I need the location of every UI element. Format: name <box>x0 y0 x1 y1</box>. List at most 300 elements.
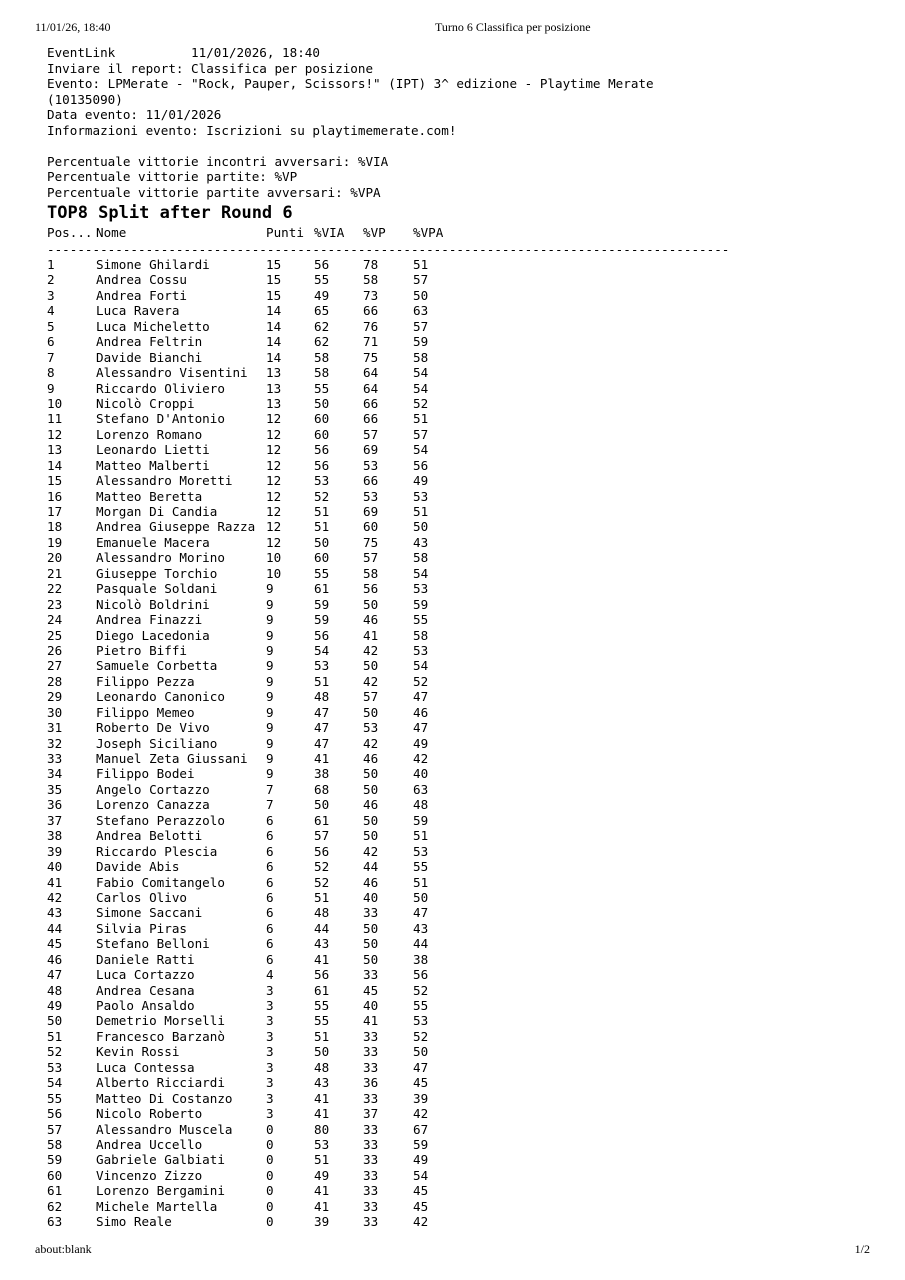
row-punti: 0 <box>266 1183 274 1199</box>
row-name: Daniele Ratti <box>96 951 195 967</box>
row-vp: 50 <box>363 920 379 936</box>
row-vpa: 54 <box>413 442 429 458</box>
row-name: Davide Abis <box>96 859 180 875</box>
row-punti: 6 <box>266 905 274 921</box>
row-vpa: 59 <box>413 334 429 350</box>
header-vpa: %VPA <box>413 225 444 240</box>
table-row <box>47 519 867 534</box>
table-row <box>47 983 867 998</box>
row-punti: 3 <box>266 1013 274 1029</box>
table-row <box>47 427 867 442</box>
row-vpa: 52 <box>413 395 429 411</box>
row-punti: 9 <box>266 735 274 751</box>
row-vp: 46 <box>363 751 379 766</box>
row-vp: 66 <box>363 303 379 319</box>
row-name: Riccardo Plescia <box>96 843 218 859</box>
row-vpa: 40 <box>413 766 429 782</box>
table-row <box>47 1013 867 1028</box>
row-vpa: 58 <box>413 550 429 566</box>
row-via: 59 <box>314 596 330 612</box>
row-punti: 14 <box>266 334 282 350</box>
row-vp: 57 <box>363 426 379 442</box>
row-pos: 8 <box>47 365 55 381</box>
row-punti: 6 <box>266 951 274 967</box>
row-pos: 50 <box>47 1013 63 1029</box>
section-title: TOP8 Split after Round 6 <box>47 203 293 223</box>
row-name: Vincenzo Zizzo <box>96 1167 203 1183</box>
row-vp: 41 <box>363 1013 379 1029</box>
row-vp: 42 <box>363 642 379 658</box>
row-punti: 9 <box>266 689 274 705</box>
row-via: 51 <box>314 519 330 535</box>
row-via: 44 <box>314 920 330 936</box>
row-via: 47 <box>314 720 330 736</box>
row-pos: 59 <box>47 1152 63 1168</box>
row-pos: 48 <box>47 982 63 998</box>
row-vp: 37 <box>363 1106 379 1122</box>
table-row <box>47 875 867 890</box>
row-punti: 13 <box>266 395 282 411</box>
row-vpa: 49 <box>413 1152 429 1168</box>
row-pos: 44 <box>47 920 63 936</box>
row-vpa: 55 <box>413 612 429 628</box>
row-via: 59 <box>314 612 330 628</box>
row-punti: 3 <box>266 982 274 998</box>
row-via: 48 <box>314 689 330 705</box>
row-pos: 4 <box>47 303 55 319</box>
print-url: about:blank <box>35 1242 92 1256</box>
row-vp: 42 <box>363 673 379 689</box>
row-vpa: 55 <box>413 998 429 1013</box>
row-vpa: 50 <box>413 519 429 535</box>
row-vp: 40 <box>363 889 379 905</box>
row-punti: 9 <box>266 673 274 689</box>
table-row <box>47 257 867 272</box>
row-pos: 42 <box>47 889 63 905</box>
row-punti: 12 <box>266 488 282 504</box>
row-vpa: 51 <box>413 257 429 272</box>
row-via: 55 <box>314 1013 330 1029</box>
row-vp: 33 <box>363 1136 379 1152</box>
row-punti: 3 <box>266 1090 274 1106</box>
row-vp: 40 <box>363 998 379 1013</box>
row-pos: 58 <box>47 1136 63 1152</box>
row-vpa: 54 <box>413 380 429 396</box>
row-pos: 39 <box>47 843 63 859</box>
row-punti: 12 <box>266 411 282 427</box>
table-row <box>47 473 867 488</box>
row-pos: 32 <box>47 735 63 751</box>
row-vpa: 57 <box>413 272 429 288</box>
row-name: Silvia Piras <box>96 920 187 936</box>
row-pos: 17 <box>47 504 63 519</box>
row-vpa: 42 <box>413 751 429 766</box>
row-via: 43 <box>314 1075 330 1091</box>
row-name: Luca Micheletto <box>96 318 210 334</box>
table-row <box>47 1214 867 1229</box>
row-vp: 46 <box>363 797 379 813</box>
row-pos: 24 <box>47 612 63 628</box>
row-pos: 28 <box>47 673 63 689</box>
table-row <box>47 303 867 318</box>
row-vpa: 50 <box>413 1044 429 1060</box>
row-punti: 6 <box>266 874 274 890</box>
row-punti: 3 <box>266 1075 274 1091</box>
row-name: Matteo Beretta <box>96 488 203 504</box>
table-row <box>47 1029 867 1044</box>
row-vpa: 42 <box>413 1106 429 1122</box>
row-punti: 12 <box>266 534 282 550</box>
row-vpa: 54 <box>413 1167 429 1183</box>
row-via: 49 <box>314 287 330 303</box>
event-info-line: Informazioni evento: Iscrizioni su playtimemerate.com! <box>47 122 457 138</box>
table-row <box>47 1044 867 1059</box>
row-name: Leonardo Canonico <box>96 689 225 705</box>
row-via: 56 <box>314 967 330 983</box>
row-name: Demetrio Morselli <box>96 1013 225 1029</box>
print-date: 11/01/26, 18:40 <box>35 20 111 34</box>
row-pos: 27 <box>47 658 63 674</box>
table-row <box>47 442 867 457</box>
row-vp: 50 <box>363 766 379 782</box>
table-separator: ------------------------------------------------------------------------------------------ <box>47 241 730 257</box>
row-name: Paolo Ansaldo <box>96 998 195 1013</box>
table-row <box>47 288 867 303</box>
row-vp: 53 <box>363 457 379 473</box>
row-vp: 50 <box>363 596 379 612</box>
row-vp: 71 <box>363 334 379 350</box>
row-via: 39 <box>314 1214 330 1230</box>
table-row <box>47 689 867 704</box>
row-pos: 62 <box>47 1198 63 1214</box>
row-name: Luca Contessa <box>96 1059 195 1075</box>
table-row <box>47 350 867 365</box>
table-row <box>47 813 867 828</box>
row-pos: 47 <box>47 967 63 983</box>
row-vp: 50 <box>363 951 379 967</box>
row-vp: 42 <box>363 843 379 859</box>
row-vp: 50 <box>363 704 379 720</box>
row-via: 41 <box>314 951 330 967</box>
row-name: Pasquale Soldani <box>96 581 218 597</box>
row-pos: 41 <box>47 874 63 890</box>
row-name: Lorenzo Romano <box>96 426 203 442</box>
row-punti: 0 <box>266 1214 274 1230</box>
row-via: 80 <box>314 1121 330 1137</box>
row-vp: 33 <box>363 1121 379 1137</box>
table-row <box>47 766 867 781</box>
row-via: 51 <box>314 504 330 519</box>
row-via: 55 <box>314 998 330 1013</box>
row-pos: 49 <box>47 998 63 1013</box>
row-vpa: 59 <box>413 596 429 612</box>
row-via: 58 <box>314 365 330 381</box>
row-pos: 51 <box>47 1028 63 1044</box>
row-name: Andrea Giuseppe Razza <box>96 519 256 535</box>
row-pos: 1 <box>47 257 55 272</box>
row-vp: 45 <box>363 982 379 998</box>
row-vpa: 51 <box>413 874 429 890</box>
standings-table <box>47 257 867 1230</box>
row-via: 61 <box>314 812 330 828</box>
row-pos: 34 <box>47 766 63 782</box>
row-vp: 44 <box>363 859 379 875</box>
row-vp: 42 <box>363 735 379 751</box>
row-vp: 33 <box>363 967 379 983</box>
row-vpa: 51 <box>413 411 429 427</box>
table-row <box>47 597 867 612</box>
row-pos: 18 <box>47 519 63 535</box>
row-name: Alessandro Morino <box>96 550 225 566</box>
row-name: Nicolo Roberto <box>96 1106 203 1122</box>
row-via: 41 <box>314 751 330 766</box>
row-pos: 60 <box>47 1167 63 1183</box>
event-id-line: (10135090) <box>47 91 123 107</box>
row-name: Filippo Memeo <box>96 704 195 720</box>
row-pos: 61 <box>47 1183 63 1199</box>
row-vpa: 50 <box>413 287 429 303</box>
row-pos: 33 <box>47 751 63 766</box>
table-row <box>47 489 867 504</box>
row-vpa: 51 <box>413 828 429 844</box>
row-punti: 10 <box>266 550 282 566</box>
row-name: Lorenzo Canazza <box>96 797 210 813</box>
row-pos: 37 <box>47 812 63 828</box>
row-pos: 54 <box>47 1075 63 1091</box>
row-via: 51 <box>314 1028 330 1044</box>
row-vp: 53 <box>363 488 379 504</box>
row-name: Matteo Malberti <box>96 457 210 473</box>
event-date-line: Data evento: 11/01/2026 <box>47 107 222 122</box>
row-name: Andrea Cesana <box>96 982 195 998</box>
table-row <box>47 550 867 565</box>
row-name: Simone Saccani <box>96 905 203 921</box>
legend-vpa: Percentuale vittorie partite avversari: %VPA <box>47 184 381 200</box>
row-via: 56 <box>314 627 330 643</box>
row-name: Stefano Perazzolo <box>96 812 225 828</box>
header-punti: Punti <box>266 225 304 240</box>
row-vp: 50 <box>363 828 379 844</box>
table-row <box>47 890 867 905</box>
row-vpa: 53 <box>413 488 429 504</box>
row-via: 55 <box>314 272 330 288</box>
print-footer <box>35 1242 870 1260</box>
row-pos: 56 <box>47 1106 63 1122</box>
row-via: 41 <box>314 1106 330 1122</box>
row-punti: 12 <box>266 519 282 535</box>
row-name: Nicolò Boldrini <box>96 596 210 612</box>
row-vpa: 53 <box>413 581 429 597</box>
row-vpa: 57 <box>413 426 429 442</box>
row-vp: 60 <box>363 519 379 535</box>
row-name: Matteo Di Costanzo <box>96 1090 233 1106</box>
row-pos: 2 <box>47 272 55 288</box>
row-vp: 76 <box>363 318 379 334</box>
row-punti: 12 <box>266 504 282 519</box>
row-vp: 46 <box>363 874 379 890</box>
row-punti: 14 <box>266 318 282 334</box>
row-via: 50 <box>314 1044 330 1060</box>
row-punti: 0 <box>266 1198 274 1214</box>
row-punti: 6 <box>266 936 274 952</box>
row-vpa: 55 <box>413 859 429 875</box>
row-vpa: 59 <box>413 1136 429 1152</box>
row-pos: 31 <box>47 720 63 736</box>
row-vp: 33 <box>363 1152 379 1168</box>
table-row <box>47 1060 867 1075</box>
row-via: 48 <box>314 905 330 921</box>
row-pos: 7 <box>47 349 55 365</box>
row-vpa: 50 <box>413 889 429 905</box>
row-via: 52 <box>314 859 330 875</box>
row-via: 43 <box>314 936 330 952</box>
header-via: %VIA <box>314 225 345 240</box>
row-punti: 3 <box>266 998 274 1013</box>
row-pos: 43 <box>47 905 63 921</box>
row-vp: 75 <box>363 534 379 550</box>
table-row <box>47 411 867 426</box>
row-via: 47 <box>314 704 330 720</box>
row-via: 56 <box>314 457 330 473</box>
row-punti: 0 <box>266 1121 274 1137</box>
row-name: Davide Bianchi <box>96 349 203 365</box>
row-name: Diego Lacedonia <box>96 627 210 643</box>
row-punti: 14 <box>266 349 282 365</box>
row-via: 56 <box>314 257 330 272</box>
table-row <box>47 319 867 334</box>
row-vp: 33 <box>363 1183 379 1199</box>
row-vpa: 47 <box>413 1059 429 1075</box>
row-vpa: 54 <box>413 658 429 674</box>
event-line: Evento: LPMerate - "Rock, Pauper, Scissors!" (IPT) 3^ edizione - Playtime Merate <box>47 76 654 91</box>
row-punti: 3 <box>266 1106 274 1122</box>
row-vp: 66 <box>363 411 379 427</box>
row-name: Simone Ghilardi <box>96 257 210 272</box>
row-vpa: 63 <box>413 303 429 319</box>
row-vp: 69 <box>363 442 379 458</box>
row-name: Joseph Siciliano <box>96 735 218 751</box>
row-via: 41 <box>314 1183 330 1199</box>
row-vp: 33 <box>363 1214 379 1230</box>
table-row <box>47 952 867 967</box>
row-pos: 45 <box>47 936 63 952</box>
row-vp: 50 <box>363 781 379 797</box>
send-report-line: Inviare il report: Classifica per posizione <box>47 60 374 76</box>
row-punti: 6 <box>266 859 274 875</box>
table-row <box>47 1075 867 1090</box>
row-name: Leonardo Lietti <box>96 442 210 458</box>
table-row <box>47 1168 867 1183</box>
row-vp: 50 <box>363 812 379 828</box>
table-row <box>47 628 867 643</box>
table-row <box>47 736 867 751</box>
row-punti: 4 <box>266 967 274 983</box>
row-vpa: 67 <box>413 1121 429 1137</box>
row-punti: 9 <box>266 612 274 628</box>
row-via: 51 <box>314 889 330 905</box>
row-vpa: 54 <box>413 365 429 381</box>
row-vp: 33 <box>363 1090 379 1106</box>
row-name: Riccardo Oliviero <box>96 380 225 396</box>
row-pos: 6 <box>47 334 55 350</box>
row-name: Nicolò Croppi <box>96 395 195 411</box>
row-pos: 9 <box>47 380 55 396</box>
table-row <box>47 504 867 519</box>
row-name: Emanuele Macera <box>96 534 210 550</box>
row-pos: 26 <box>47 642 63 658</box>
row-name: Simo Reale <box>96 1214 172 1230</box>
row-name: Gabriele Galbiati <box>96 1152 225 1168</box>
table-row <box>47 458 867 473</box>
row-pos: 40 <box>47 859 63 875</box>
row-vpa: 57 <box>413 318 429 334</box>
row-via: 52 <box>314 488 330 504</box>
print-header <box>35 18 870 38</box>
row-vpa: 45 <box>413 1075 429 1091</box>
table-row <box>47 844 867 859</box>
header-vp: %VP <box>363 225 386 240</box>
row-vp: 58 <box>363 565 379 581</box>
table-row <box>47 1152 867 1167</box>
row-vp: 50 <box>363 936 379 952</box>
row-punti: 15 <box>266 257 282 272</box>
legend-via: Percentuale vittorie incontri avversari: %VIA <box>47 153 389 169</box>
row-via: 55 <box>314 380 330 396</box>
table-row <box>47 1137 867 1152</box>
row-punti: 9 <box>266 751 274 766</box>
table-row <box>47 535 867 550</box>
row-vp: 66 <box>363 395 379 411</box>
print-title: Turno 6 Classifica per posizione <box>435 20 591 34</box>
row-punti: 7 <box>266 797 274 813</box>
row-punti: 15 <box>266 287 282 303</box>
row-punti: 12 <box>266 473 282 489</box>
row-vpa: 49 <box>413 473 429 489</box>
row-pos: 14 <box>47 457 63 473</box>
table-row <box>47 1122 867 1137</box>
row-vp: 36 <box>363 1075 379 1091</box>
table-row <box>47 1106 867 1121</box>
row-pos: 20 <box>47 550 63 566</box>
row-vpa: 58 <box>413 349 429 365</box>
row-punti: 6 <box>266 828 274 844</box>
row-via: 60 <box>314 411 330 427</box>
row-vpa: 45 <box>413 1198 429 1214</box>
row-via: 48 <box>314 1059 330 1075</box>
table-row <box>47 905 867 920</box>
row-punti: 6 <box>266 843 274 859</box>
row-punti: 0 <box>266 1136 274 1152</box>
row-pos: 10 <box>47 395 63 411</box>
row-punti: 9 <box>266 596 274 612</box>
row-name: Pietro Biffi <box>96 642 187 658</box>
row-pos: 30 <box>47 704 63 720</box>
row-punti: 15 <box>266 272 282 288</box>
row-via: 53 <box>314 658 330 674</box>
row-pos: 63 <box>47 1214 63 1230</box>
row-vp: 33 <box>363 1044 379 1060</box>
app-line: EventLink 11/01/2026, 18:40 <box>47 45 320 60</box>
row-pos: 22 <box>47 581 63 597</box>
row-name: Luca Cortazzo <box>96 967 195 983</box>
row-vp: 33 <box>363 1059 379 1075</box>
row-vp: 69 <box>363 504 379 519</box>
row-name: Andrea Belotti <box>96 828 203 844</box>
report-content <box>47 45 867 1230</box>
row-name: Roberto De Vivo <box>96 720 210 736</box>
row-pos: 16 <box>47 488 63 504</box>
table-row <box>47 936 867 951</box>
